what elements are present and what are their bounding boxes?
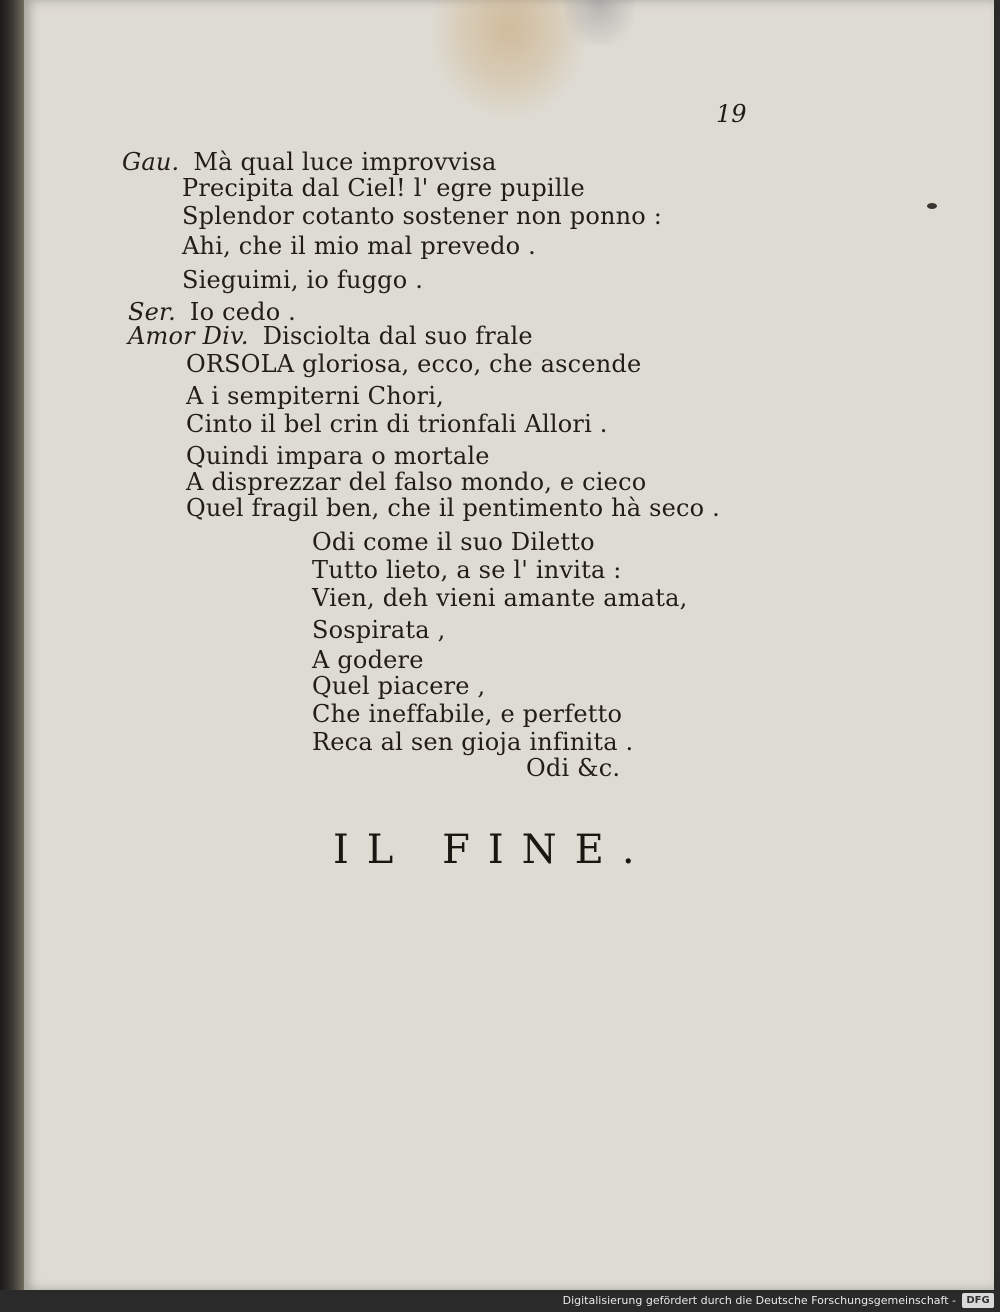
verse-line: Ahi, che il mio mal prevedo . [182,232,536,260]
speaker-label: Amor Div. [128,322,249,350]
verse-line: A disprezzar del falso mondo, e cieco [186,468,647,496]
verse-line: Precipita dal Ciel! l' egre pupille [182,174,585,202]
verse-line: Sieguimi, io fuggo . [182,266,424,294]
footer-bar [0,1290,1000,1312]
verse-text: Mà qual luce improvvisa [193,148,497,176]
page-number: 19 [716,100,747,128]
verse-line: A i sempiterni Chori, [186,382,444,410]
aria-line: Quel piacere , [312,672,486,700]
verse-line: Quel fragil ben, che il pentimento hà seco . [186,494,720,522]
verse-line: Splendor cotanto sostener non ponno : [182,202,663,230]
aria-line: A godere [312,646,424,674]
water-stain [434,0,584,115]
aria-line: Tutto lieto, a se l' invita : [312,556,622,584]
speaker-label: Ser. [128,298,176,326]
verse-line [122,148,496,176]
verse-line: Quindi impara o mortale [186,442,490,470]
verse-text: Io cedo . [189,298,296,326]
aria-line: Che ineffabile, e perfetto [312,700,623,728]
aria-line: Vien, deh vieni amante amata, [312,584,688,612]
speaker-label: Gau. [122,148,180,176]
aria-line: Odi come il suo Diletto [312,528,595,556]
verse-text: Disciolta dal suo frale [262,322,533,350]
dfg-logo: DFG [962,1293,994,1308]
da-capo-line: Odi &c. [526,754,621,782]
end-title: IL FINE. [333,827,653,873]
footer-credit: Digitalisierung gefördert durch die Deutsche Forschungsgemeinschaft - [562,1294,956,1307]
aria-line: Reca al sen gioja infinita . [312,728,634,756]
aria-line: Sospirata , [312,616,446,644]
verse-line: ORSOLA gloriosa, ecco, che ascende [186,350,642,378]
water-stain-dark [564,0,634,45]
verse-line: Cinto il bel crin di trionfali Allori . [186,410,608,438]
verse-line [128,322,533,350]
ink-speck [927,203,937,209]
